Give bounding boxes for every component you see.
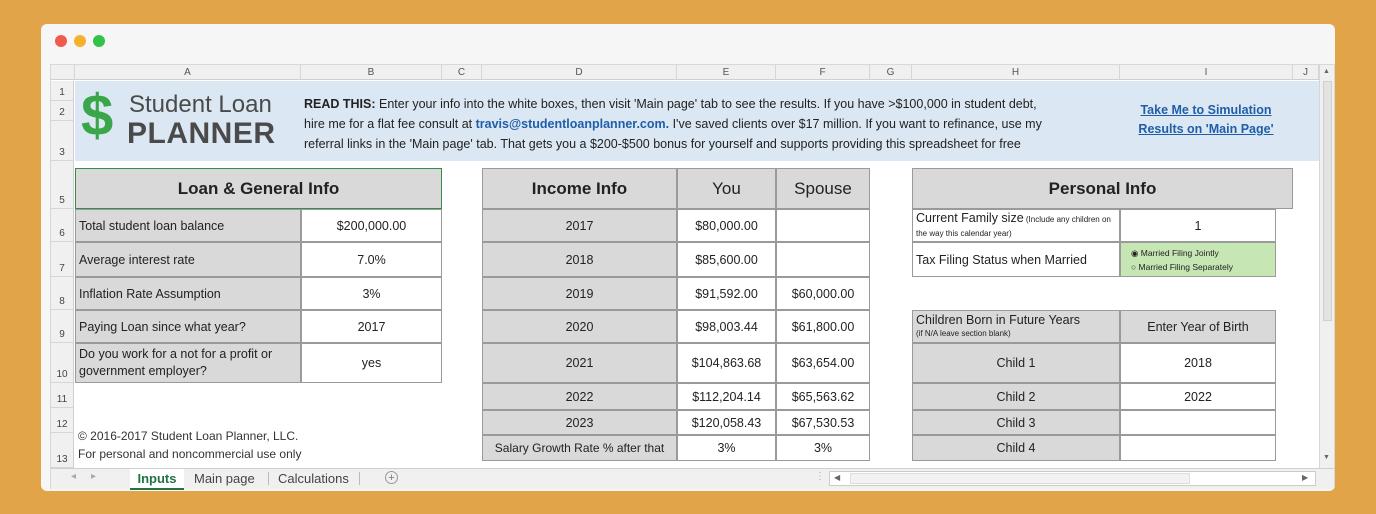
row-header-3[interactable]: 3: [51, 121, 74, 161]
split-handle-icon[interactable]: ⋮: [815, 471, 825, 482]
usage-text: For personal and noncommercial use only: [78, 447, 302, 461]
children-note: (if N/A leave section blank): [916, 328, 1011, 338]
loan-label-inflation[interactable]: Inflation Rate Assumption: [75, 277, 301, 310]
children-label-cell[interactable]: [912, 310, 1120, 343]
income-spouse-value[interactable]: $65,563.62: [776, 383, 870, 410]
vertical-scrollbar[interactable]: [1319, 65, 1334, 468]
simulation-link-line-1[interactable]: Take Me to Simulation: [1140, 103, 1272, 117]
income-spouse-value[interactable]: [776, 242, 870, 277]
income-spouse-value[interactable]: $60,000.00: [776, 277, 870, 310]
logo-title-top: Student Loan: [129, 91, 272, 118]
personal-info-header[interactable]: Personal Info: [912, 168, 1293, 209]
radio-empty-icon[interactable]: ○: [1131, 261, 1137, 272]
scroll-right-icon[interactable]: ▶: [1302, 473, 1309, 482]
logo-title-bottom: PLANNER: [127, 117, 276, 150]
column-header-c[interactable]: C: [442, 65, 482, 80]
children-label: Children Born in Future Years: [916, 312, 1080, 327]
scroll-left-icon[interactable]: ◀: [834, 473, 841, 482]
income-info-header[interactable]: Income Info: [482, 168, 677, 209]
income-you-value[interactable]: $98,003.44: [677, 310, 776, 343]
scroll-up-icon[interactable]: ▲: [1323, 68, 1330, 75]
column-header-i[interactable]: I: [1120, 65, 1293, 80]
column-header-d[interactable]: D: [482, 65, 677, 80]
read-this-label: READ THIS:: [304, 97, 376, 111]
loan-info-header[interactable]: Loan & General Info: [75, 168, 442, 209]
loan-label-nonprofit[interactable]: Do you work for a not for a profit or government employer?: [75, 343, 301, 383]
tab-divider: [359, 472, 360, 485]
family-size-note: (Include any children on the way this calendar year): [916, 214, 1111, 238]
maximize-window-icon[interactable]: [93, 35, 105, 47]
loan-value-interest[interactable]: 7.0%: [301, 242, 442, 277]
add-sheet-icon[interactable]: +: [385, 471, 398, 484]
spreadsheet: [50, 64, 1335, 489]
child-name[interactable]: Child 3: [912, 410, 1120, 435]
income-spouse-value[interactable]: $67,530.53: [776, 410, 870, 435]
close-window-icon[interactable]: [55, 35, 67, 47]
income-you-value[interactable]: $120,058.43: [677, 410, 776, 435]
family-size-label-cell[interactable]: [912, 209, 1120, 242]
dollar-logo-icon: $: [81, 83, 114, 148]
tab-divider: [268, 472, 269, 485]
banner-line-3: referral links in the 'Main page' tab. That gets you a $200-$500 bonus for yourself and supports providing this spreadsheet for free: [304, 137, 1021, 151]
income-you-value[interactable]: $80,000.00: [677, 209, 776, 242]
tab-main-page[interactable]: Main page: [194, 471, 255, 486]
income-you-value[interactable]: $112,204.14: [677, 383, 776, 410]
family-size-value[interactable]: 1: [1120, 209, 1276, 242]
income-spouse-value[interactable]: [776, 209, 870, 242]
income-year[interactable]: 2022: [482, 383, 677, 410]
email-link[interactable]: travis@studentloanplanner.com.: [475, 117, 670, 131]
row-header-2[interactable]: 2: [51, 101, 74, 121]
row-header-13[interactable]: 13: [51, 433, 74, 468]
row-header-12[interactable]: 12: [51, 408, 74, 433]
copyright-text: © 2016-2017 Student Loan Planner, LLC.: [78, 429, 299, 443]
row-header-1[interactable]: 1: [51, 81, 74, 101]
column-header-j[interactable]: J: [1293, 65, 1319, 80]
banner-line-2-pre: hire me for a flat fee consult at: [304, 117, 476, 131]
minimize-window-icon[interactable]: [74, 35, 86, 47]
income-you-header[interactable]: You: [677, 168, 776, 209]
loan-label-paying-since[interactable]: Paying Loan since what year?: [75, 310, 301, 343]
row-header-7[interactable]: 7: [51, 242, 74, 277]
vertical-scroll-thumb[interactable]: [1323, 81, 1332, 321]
row-header-8[interactable]: 8: [51, 277, 74, 310]
banner-line-2-post: I've saved clients over $17 million. If you want to refinance, use my: [669, 117, 1042, 131]
tax-option-separately[interactable]: [1131, 260, 1233, 274]
year-of-birth-header[interactable]: Enter Year of Birth: [1120, 310, 1276, 343]
banner-text: [304, 94, 1042, 154]
income-you-value[interactable]: $104,863.68: [677, 343, 776, 383]
column-header-f[interactable]: F: [776, 65, 870, 80]
column-header-g[interactable]: G: [870, 65, 912, 80]
row-header-5[interactable]: 5: [51, 161, 74, 209]
loan-value-balance[interactable]: $200,000.00: [301, 209, 442, 242]
salary-growth-you[interactable]: 3%: [677, 435, 776, 461]
tab-scroll-right-icon[interactable]: ▸: [91, 471, 97, 482]
browser-window: [41, 24, 1335, 491]
tax-option-separately-label: Married Filing Separately: [1138, 261, 1233, 272]
income-spouse-header[interactable]: Spouse: [776, 168, 870, 209]
row-header-6[interactable]: 6: [51, 209, 74, 242]
income-year[interactable]: 2019: [482, 277, 677, 310]
income-you-value[interactable]: $91,592.00: [677, 277, 776, 310]
simulation-link[interactable]: [1135, 101, 1277, 139]
tab-inputs[interactable]: Inputs: [130, 469, 184, 490]
salary-growth-spouse[interactable]: 3%: [776, 435, 870, 461]
loan-value-nonprofit[interactable]: yes: [301, 343, 442, 383]
scroll-down-icon[interactable]: ▼: [1323, 454, 1330, 461]
banner-line-1: Enter your info into the white boxes, then visit 'Main page' tab to see the results. If you have >$100,000 in student debt,: [375, 97, 1037, 111]
child-name[interactable]: Child 1: [912, 343, 1120, 383]
column-header-b[interactable]: B: [301, 65, 442, 80]
row-header-10[interactable]: 10: [51, 343, 74, 383]
banner: [75, 81, 1319, 161]
income-you-value[interactable]: $85,600.00: [677, 242, 776, 277]
income-year[interactable]: 2023: [482, 410, 677, 435]
row-header-11[interactable]: 11: [51, 383, 74, 408]
income-year[interactable]: 2018: [482, 242, 677, 277]
child-name[interactable]: Child 4: [912, 435, 1120, 461]
horizontal-scroll-thumb[interactable]: [850, 473, 1190, 484]
child-birth-year[interactable]: 2018: [1120, 343, 1276, 383]
income-spouse-value[interactable]: $61,800.00: [776, 310, 870, 343]
loan-label-interest[interactable]: Average interest rate: [75, 242, 301, 277]
income-year[interactable]: 2021: [482, 343, 677, 383]
column-header-a[interactable]: A: [75, 65, 301, 80]
salary-growth-label[interactable]: Salary Growth Rate % after that: [482, 435, 677, 461]
sheet-tab-bar: [51, 468, 1334, 489]
tab-scroll-left-icon[interactable]: ◂: [71, 471, 77, 482]
simulation-link-line-2[interactable]: Results on 'Main Page': [1138, 122, 1274, 136]
row-header-9[interactable]: 9: [51, 310, 74, 343]
income-year[interactable]: 2017: [482, 209, 677, 242]
tax-option-jointly-label: Married Filing Jointly: [1140, 247, 1219, 258]
child-birth-year[interactable]: [1120, 410, 1276, 435]
column-header-h[interactable]: H: [912, 65, 1120, 80]
tax-status-options: [1120, 242, 1276, 277]
income-spouse-value[interactable]: $63,654.00: [776, 343, 870, 383]
horizontal-scrollbar[interactable]: [829, 471, 1316, 486]
tax-status-label[interactable]: Tax Filing Status when Married: [912, 242, 1120, 277]
footer-text: [78, 427, 301, 463]
radio-selected-icon[interactable]: ◉: [1131, 247, 1139, 258]
tax-option-jointly[interactable]: [1131, 246, 1219, 260]
loan-label-balance[interactable]: Total student loan balance: [75, 209, 301, 242]
loan-value-inflation[interactable]: 3%: [301, 277, 442, 310]
tab-calculations[interactable]: Calculations: [278, 471, 349, 486]
income-year[interactable]: 2020: [482, 310, 677, 343]
child-birth-year[interactable]: [1120, 435, 1276, 461]
child-name[interactable]: Child 2: [912, 383, 1120, 410]
child-birth-year[interactable]: 2022: [1120, 383, 1276, 410]
family-size-label: Current Family size: [916, 210, 1024, 225]
column-header-e[interactable]: E: [677, 65, 776, 80]
select-all-corner[interactable]: [51, 65, 75, 80]
loan-value-paying-since[interactable]: 2017: [301, 310, 442, 343]
